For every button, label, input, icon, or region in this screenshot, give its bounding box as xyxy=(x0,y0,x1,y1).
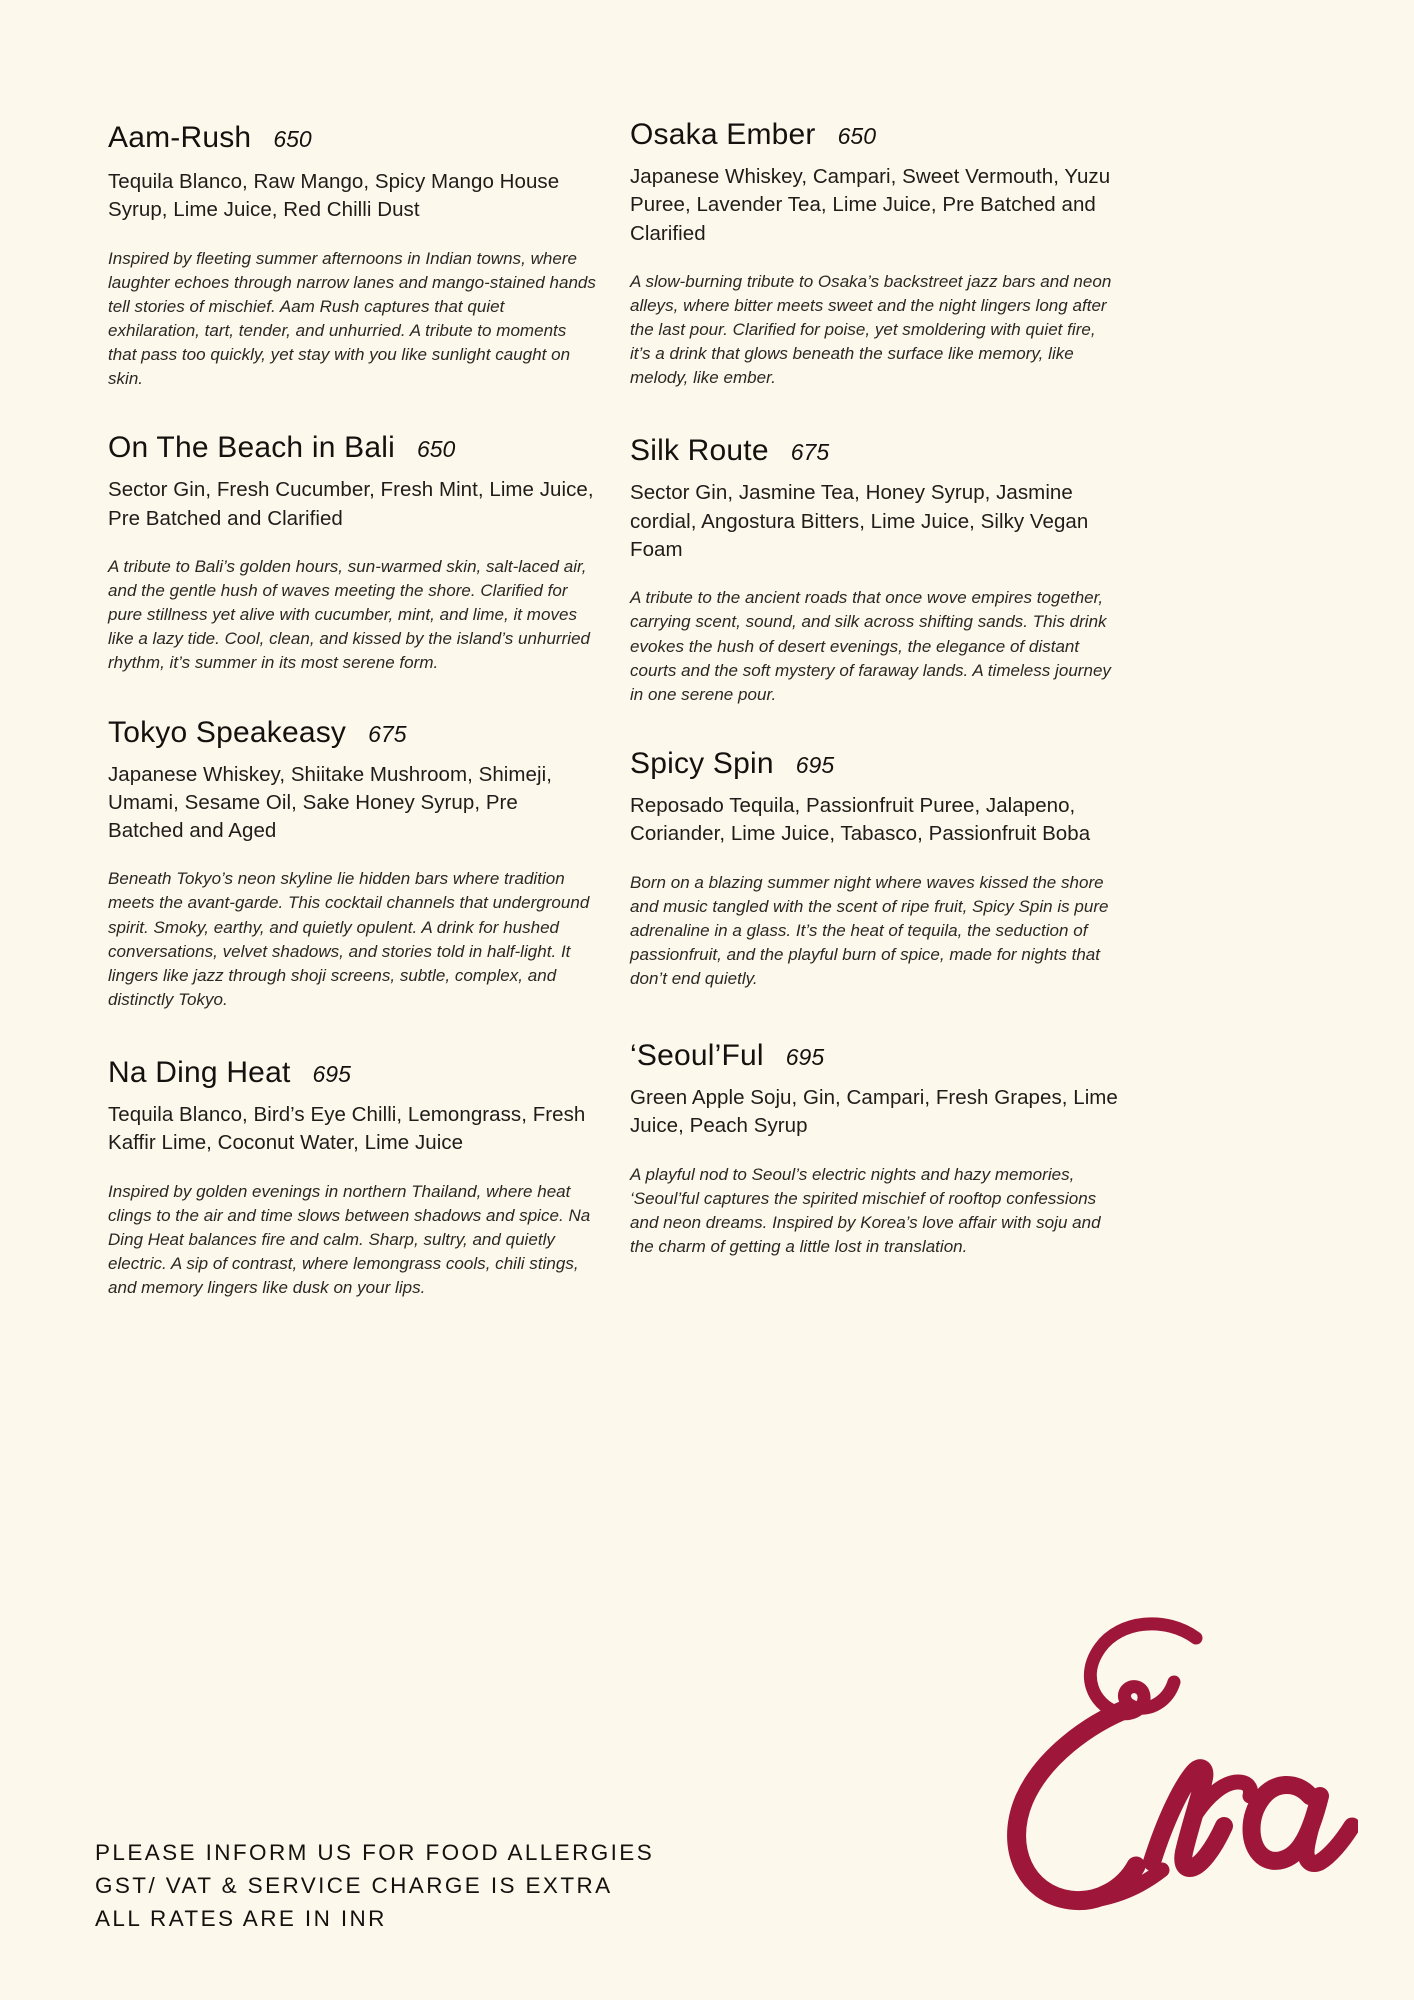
menu-item-price: 650 xyxy=(273,126,312,152)
menu-item-ingredients: Reposado Tequila, Passionfruit Puree, Jalapeno, Coriander, Lime Juice, Tabasco, Passionfruit Boba xyxy=(630,793,1091,846)
menu-item-ingredients: Tequila Blanco, Raw Mango, Spicy Mango House Syrup, Lime Juice, Red Chilli Dust xyxy=(108,170,560,222)
menu-item-name: Na Ding Heat xyxy=(108,1056,291,1090)
menu-item-name: ‘Seoul’Ful xyxy=(630,1039,764,1073)
menu-item-header xyxy=(108,121,598,154)
menu-item-ingredients: Tequila Blanco, Bird’s Eye Chilli, Lemongrass, Fresh Kaffir Lime, Coconut Water, Lime Juice xyxy=(108,1103,586,1155)
menu-item-ingredients: Sector Gin, Jasmine Tea, Honey Syrup, Jasmine cordial, Angostura Bitters, Lime Juice, Silky Vegan Foam xyxy=(630,481,1089,562)
menu-item xyxy=(630,1039,1120,1259)
menu-item-story: A playful nod to Seoul’s electric nights and hazy memories, ‘Seoul’ful captures the spirited mischief of rooftop confessions and neon dreams. Inspired by Korea’s love affair with soju and the charm of getting a little lost in translation. xyxy=(630,1164,1101,1257)
menu-item-name: Osaka Ember xyxy=(630,118,816,151)
menu-item xyxy=(630,747,1120,991)
menu-item-ingredients: Sector Gin, Fresh Cucumber, Fresh Mint, Lime Juice, Pre Batched and Clarified xyxy=(108,478,594,530)
menu-item-name: On The Beach in Bali xyxy=(108,431,395,465)
menu-item-story: Born on a blazing summer night where waves kissed the shore and music tangled with the scent of ripe fruit, Spicy Spin is pure adrenaline in a glass. It’s the heat of tequila, the seduction of passionfruit, and the playful burn of spice, made for nights that don’t end quietly. xyxy=(630,872,1109,988)
era-logo xyxy=(938,1600,1358,1930)
menu-item-name: Tokyo Speakeasy xyxy=(108,715,347,749)
menu-item-price: 695 xyxy=(785,1044,825,1071)
footer-line-taxes: GST/ VAT & SERVICE CHARGE IS EXTRA xyxy=(95,1873,613,1899)
menu-column-left xyxy=(108,118,598,1300)
footer-line-allergies: PLEASE INFORM US FOR FOOD ALLERGIES xyxy=(95,1840,655,1866)
menu-item xyxy=(630,434,1120,706)
menu-item-price: 695 xyxy=(795,751,835,778)
menu-item-story: Inspired by fleeting summer afternoons in Indian towns, where laughter echoes through narrow lanes and mango-stained hands tell stories of mischief. Aam Rush captures that quiet exhilaration, tart, tender, and unhurried. A tribute to moments that pass too quickly, yet stay with you like sunlight caught on skin. xyxy=(108,248,596,389)
menu-item-header xyxy=(630,1039,1120,1072)
menu-item-story: A tribute to Bali’s golden hours, sun-warmed skin, salt-laced air, and the gentle hush of waves meeting the shore. Clarified for pure stillness yet alive with cucumber, mint, and lime, it moves like a lazy tide. Cool, clean, and kissed by the island’s unhurried rhythm, it’s summer in its most serene form. xyxy=(108,556,591,673)
menu-item xyxy=(108,1056,598,1300)
menu-item-ingredients: Green Apple Soju, Gin, Campari, Fresh Grapes, Lime Juice, Peach Syrup xyxy=(630,1086,1118,1138)
menu-item xyxy=(630,118,1120,390)
menu-item-story: Beneath Tokyo’s neon skyline lie hidden bars where tradition meets the avant-garde. This cocktail channels that underground spirit. Smoky, earthy, and quietly opulent. A drink for hushed conversations, velvet shadows, and stories told in half-light. It lingers like jazz through shoji screens, subtle, complex, and distinctly Tokyo. xyxy=(108,869,590,1009)
footer-notices xyxy=(95,1837,715,1936)
menu-item-price: 675 xyxy=(368,720,407,747)
menu-item-price: 675 xyxy=(790,439,830,466)
menu-item-price: 695 xyxy=(312,1061,351,1088)
menu-column-right xyxy=(630,118,1120,1259)
menu-item-ingredients: Japanese Whiskey, Campari, Sweet Vermouth, Yuzu Puree, Lavender Tea, Lime Juice, Pre Batched and Clarified xyxy=(630,165,1111,245)
menu-item xyxy=(108,121,598,391)
menu-item-ingredients: Japanese Whiskey, Shiitake Mushroom, Shimeji, Umami, Sesame Oil, Sake Honey Syrup, Pre Batched and Aged xyxy=(108,762,552,843)
menu-item-header xyxy=(630,747,1120,780)
menu-item-price: 650 xyxy=(416,436,456,463)
footer-line-currency: ALL RATES ARE IN INR xyxy=(95,1906,387,1932)
menu-item-header xyxy=(630,434,1120,467)
cocktail-menu-grid xyxy=(108,118,1306,1300)
menu-item-header xyxy=(108,431,598,464)
menu-item-name: Aam-Rush xyxy=(108,121,252,154)
menu-item-header xyxy=(630,118,1120,151)
menu-item xyxy=(108,431,598,675)
menu-item-header xyxy=(108,716,598,749)
menu-item-price: 650 xyxy=(837,123,876,149)
menu-item-name: Silk Route xyxy=(630,434,769,468)
menu-item-story: Inspired by golden evenings in northern Thailand, where heat clings to the air and time slows between shadows and spice. Na Ding Heat balances fire and calm. Sharp, sultry, and quietly electric. A sip of contrast, where lemongrass cools, chili stings, and memory lingers like dusk on your lips. xyxy=(108,1181,591,1298)
menu-item xyxy=(108,716,598,1013)
menu-item-name: Spicy Spin xyxy=(630,746,774,780)
menu-item-story: A slow-burning tribute to Osaka’s backstreet jazz bars and neon alleys, where bitter meets sweet and the night lingers long after the last pour. Clarified for poise, yet smoldering with quiet fire, it’s a drink that glows beneath the surface like memory, like melody, like ember. xyxy=(630,271,1112,388)
menu-item-story: A tribute to the ancient roads that once wove empires together, carrying scent, sound, and silk across shifting sands. This drink evokes the hush of desert evenings, the elegance of distant courts and the soft mystery of faraway lands. A timeless journey in one serene pour. xyxy=(630,588,1111,704)
menu-item-header xyxy=(108,1056,598,1089)
